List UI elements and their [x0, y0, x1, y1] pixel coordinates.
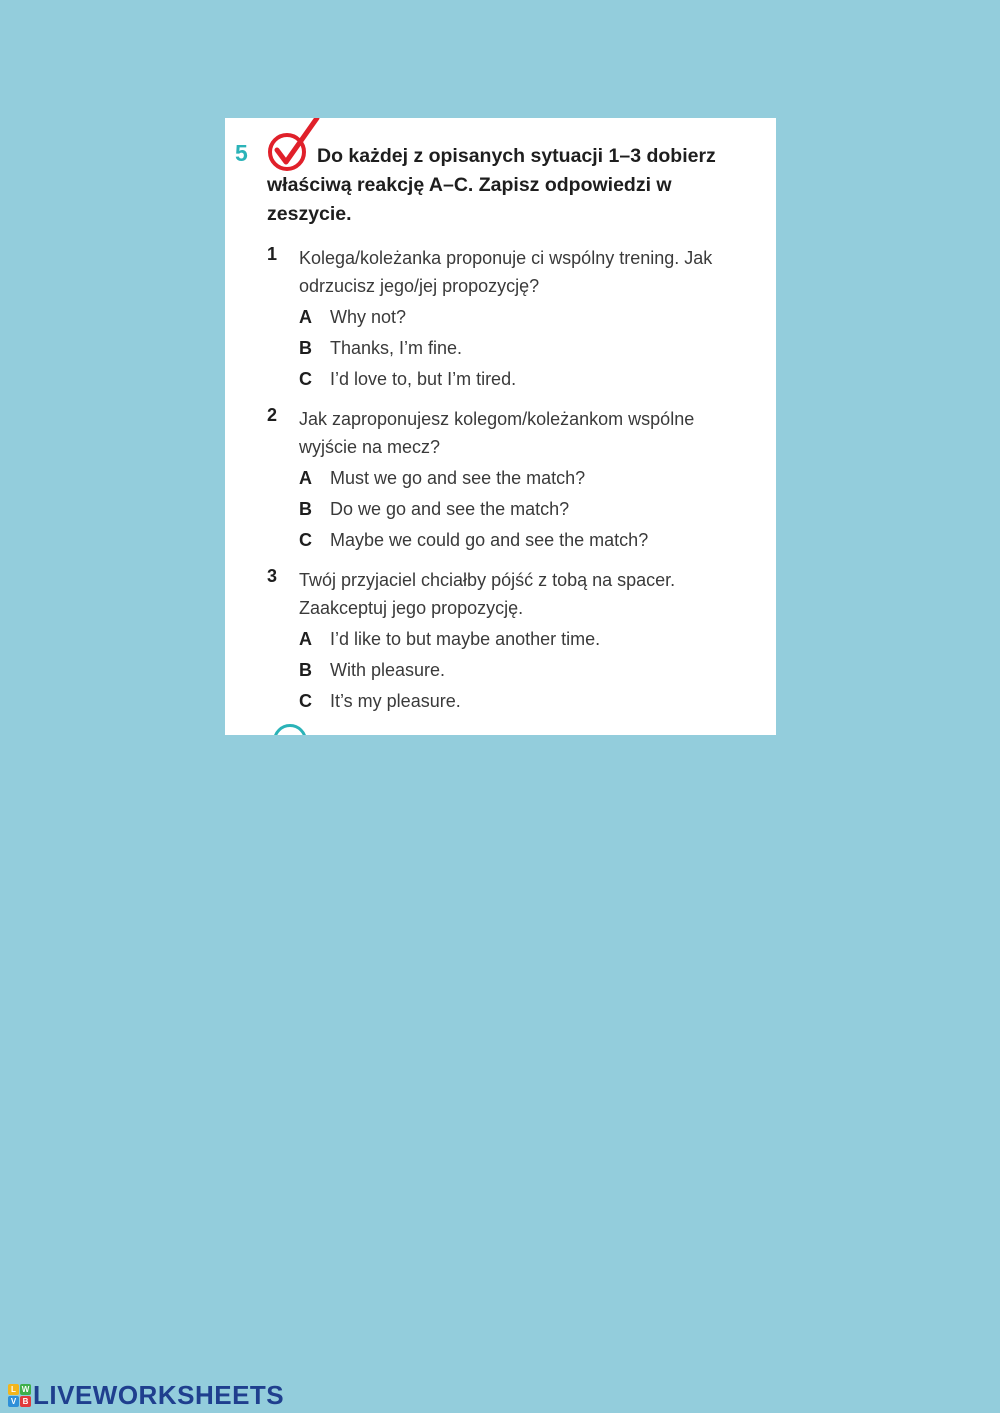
- task-instruction: Do każdej z opisanych sytuacji 1–3 dobierz właściwą reakcję A–C. Zapisz odpowiedzi w zeszycie.: [267, 145, 716, 225]
- option-c[interactable]: [299, 525, 757, 556]
- option-a[interactable]: [299, 463, 757, 494]
- question-number: 1: [267, 244, 278, 264]
- question-text: Kolega/koleżanka proponuje ci wspólny trening. Jak odrzucisz jego/jej propozycję?: [299, 248, 713, 296]
- question-text: Twój przyjaciel chciałby pójść z tobą na spacer. Zaakceptuj jego propozycję.: [299, 570, 676, 618]
- question-number: 2: [267, 405, 278, 425]
- logo-letter: B: [20, 1396, 31, 1407]
- option-letter: A: [299, 629, 312, 649]
- option-letter: B: [299, 660, 312, 680]
- next-task-circle-icon: [273, 724, 307, 735]
- option-c[interactable]: [299, 686, 757, 717]
- option-letter: A: [299, 307, 312, 327]
- option-text: I’d love to, but I’m tired.: [330, 369, 517, 389]
- question-text: Jak zaproponujesz kolegom/koleżankom wspólne wyjście na mecz?: [299, 409, 695, 457]
- options-list: [299, 624, 757, 717]
- option-letter: B: [299, 499, 312, 519]
- worksheet-card: [225, 118, 776, 735]
- logo-icon: [8, 1384, 31, 1407]
- option-letter: A: [299, 468, 312, 488]
- option-letter: C: [299, 369, 312, 389]
- options-list: [299, 302, 757, 395]
- option-a[interactable]: [299, 302, 757, 333]
- option-text: Do we go and see the match?: [330, 499, 570, 519]
- options-list: [299, 463, 757, 556]
- question-3: [267, 566, 757, 717]
- option-text: With pleasure.: [330, 660, 446, 680]
- option-text: Why not?: [330, 307, 407, 327]
- brand-name: LIVEWORKSHEETS: [33, 1380, 285, 1410]
- logo-letter: W: [21, 1385, 30, 1394]
- option-c[interactable]: [299, 364, 757, 395]
- logo-letter: V: [8, 1396, 19, 1407]
- option-b[interactable]: [299, 655, 757, 686]
- logo-letter: L: [8, 1384, 19, 1395]
- question-2: [267, 405, 757, 556]
- option-letter: C: [299, 691, 312, 711]
- option-b[interactable]: [299, 494, 757, 525]
- option-text: It’s my pleasure.: [330, 691, 461, 711]
- option-letter: B: [299, 338, 312, 358]
- task-number: 5: [235, 140, 248, 166]
- option-text: Thanks, I’m fine.: [330, 338, 463, 358]
- question-1: [267, 244, 757, 395]
- liveworksheets-logo[interactable]: [8, 1380, 284, 1411]
- option-text: Maybe we could go and see the match?: [330, 530, 649, 550]
- option-b[interactable]: [299, 333, 757, 364]
- option-a[interactable]: [299, 624, 757, 655]
- question-number: 3: [267, 566, 278, 586]
- option-text: I’d like to but maybe another time.: [330, 629, 601, 649]
- option-text: Must we go and see the match?: [330, 468, 586, 488]
- option-letter: C: [299, 530, 312, 550]
